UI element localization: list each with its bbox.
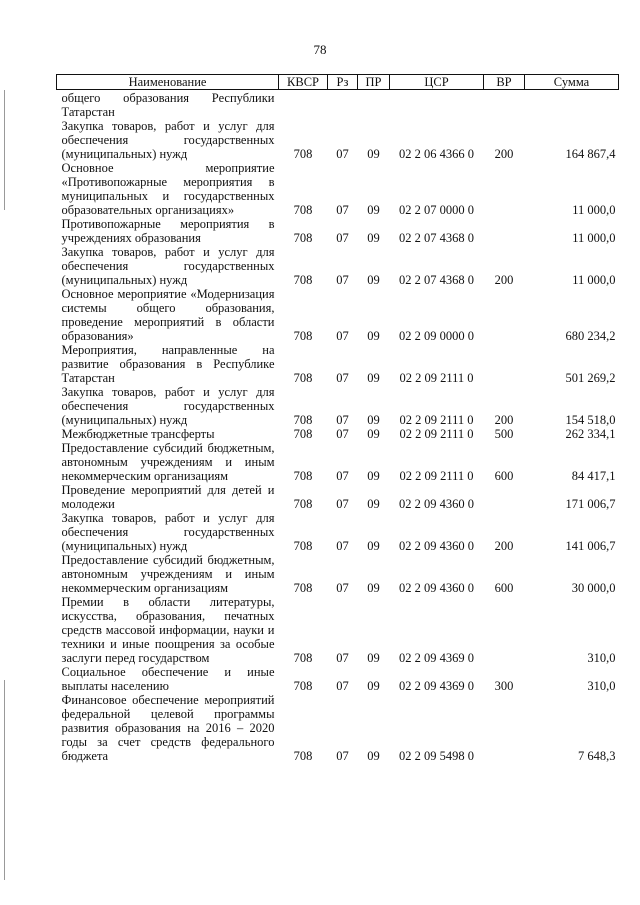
column-header-csr: ЦСР bbox=[390, 75, 484, 90]
cell-name: Мероприятия, направленные на развитие образования в Республике Татарстан bbox=[61, 343, 275, 385]
cell-name: Закупка товаров, работ и услуг для обеспечения государственных (муниципальных) нужд bbox=[61, 511, 275, 553]
cell-vr: 200 bbox=[494, 273, 514, 287]
margin-mark bbox=[4, 680, 5, 880]
cell-pr: 09 bbox=[367, 581, 380, 595]
cell-rz: 07 bbox=[336, 581, 349, 595]
cell-csr: 02 2 09 4360 0 bbox=[399, 539, 474, 553]
column-header-pr: ПР bbox=[358, 75, 390, 90]
table-row bbox=[57, 287, 619, 343]
cell-sum: 11 000,0 bbox=[572, 203, 616, 217]
cell-vr bbox=[484, 161, 525, 217]
cell-csr: 02 2 06 4366 0 bbox=[399, 147, 474, 161]
cell-kvsr: 708 bbox=[293, 427, 313, 441]
cell-rz: 07 bbox=[336, 469, 349, 483]
cell-kvsr: 708 bbox=[293, 469, 313, 483]
cell-csr: 02 2 09 2111 0 bbox=[399, 413, 474, 427]
column-header-name: Наименование bbox=[57, 75, 279, 90]
cell-name: Финансовое обеспечение мероприятий федеральной целевой программы развития образования на 2016 – 2020 годы за счет средств федерального бюджета bbox=[61, 693, 275, 763]
cell-pr: 09 bbox=[367, 749, 380, 763]
cell-sum: 7 648,3 bbox=[578, 749, 616, 763]
cell-sum: 310,0 bbox=[587, 679, 616, 693]
cell-sum: 680 234,2 bbox=[565, 329, 616, 343]
cell-name: Закупка товаров, работ и услуг для обеспечения государственных (муниципальных) нужд bbox=[61, 119, 275, 161]
cell-name: Закупка товаров, работ и услуг для обеспечения государственных (муниципальных) нужд bbox=[61, 385, 275, 427]
cell-rz: 07 bbox=[336, 147, 349, 161]
table-header-row bbox=[57, 75, 619, 90]
cell-kvsr: 708 bbox=[293, 147, 313, 161]
cell-vr bbox=[484, 90, 525, 120]
cell-name: Предоставление субсидий бюджетным, автономным учреждениям и иным некоммерческим организациям bbox=[61, 441, 275, 483]
cell-rz: 07 bbox=[336, 329, 349, 343]
cell-pr: 09 bbox=[367, 427, 380, 441]
cell-name: Проведение мероприятий для детей и молодежи bbox=[61, 483, 275, 511]
table-row bbox=[57, 665, 619, 693]
cell-pr: 09 bbox=[367, 273, 380, 287]
cell-kvsr: 708 bbox=[293, 581, 313, 595]
table-row bbox=[57, 119, 619, 161]
column-header-kvsr: КВСР bbox=[279, 75, 328, 90]
cell-pr: 09 bbox=[367, 679, 380, 693]
cell-rz: 07 bbox=[336, 413, 349, 427]
cell-name: Закупка товаров, работ и услуг для обеспечения государственных (муниципальных) нужд bbox=[61, 245, 275, 287]
cell-csr bbox=[390, 90, 484, 120]
cell-csr: 02 2 09 2111 0 bbox=[399, 427, 474, 441]
table-row bbox=[57, 483, 619, 511]
column-header-vr: ВР bbox=[484, 75, 525, 90]
cell-vr: 300 bbox=[494, 679, 514, 693]
cell-pr: 09 bbox=[367, 231, 380, 245]
cell-pr: 09 bbox=[367, 371, 380, 385]
cell-vr bbox=[484, 343, 525, 385]
cell-kvsr: 708 bbox=[293, 203, 313, 217]
cell-csr: 02 2 07 4368 0 bbox=[399, 231, 474, 245]
cell-kvsr: 708 bbox=[293, 231, 313, 245]
cell-kvsr: 708 bbox=[293, 371, 313, 385]
cell-vr: 200 bbox=[494, 147, 514, 161]
cell-vr: 600 bbox=[494, 581, 514, 595]
cell-rz: 07 bbox=[336, 273, 349, 287]
table-row bbox=[57, 595, 619, 665]
cell-name: Социальное обеспечение и иные выплаты населению bbox=[61, 665, 275, 693]
cell-sum: 11 000,0 bbox=[572, 273, 616, 287]
cell-kvsr: 708 bbox=[293, 497, 313, 511]
cell-pr: 09 bbox=[367, 497, 380, 511]
table-row bbox=[57, 385, 619, 427]
cell-sum: 30 000,0 bbox=[571, 581, 616, 595]
cell-name: Премии в области литературы, искусства, образования, печатных средств массовой информации, науки и техники и иные поощрения за особые заслуги перед государством bbox=[61, 595, 275, 665]
cell-rz: 07 bbox=[336, 231, 349, 245]
cell-pr: 09 bbox=[367, 539, 380, 553]
cell-rz: 07 bbox=[336, 497, 349, 511]
column-header-sum: Сумма bbox=[525, 75, 619, 90]
table-row bbox=[57, 343, 619, 385]
cell-sum: 310,0 bbox=[587, 651, 616, 665]
cell-sum bbox=[525, 90, 619, 120]
table-row bbox=[57, 217, 619, 245]
table-row bbox=[57, 427, 619, 441]
cell-kvsr: 708 bbox=[293, 651, 313, 665]
cell-name: Основное мероприятие «Противопожарные мероприятия в муниципальных и государственных образовательных организациях» bbox=[61, 161, 275, 217]
cell-sum: 154 518,0 bbox=[565, 413, 616, 427]
cell-vr: 200 bbox=[494, 413, 514, 427]
cell-pr bbox=[358, 90, 390, 120]
cell-rz: 07 bbox=[336, 371, 349, 385]
table-row bbox=[57, 553, 619, 595]
cell-vr bbox=[484, 693, 525, 763]
cell-rz: 07 bbox=[336, 749, 349, 763]
table-body bbox=[57, 90, 619, 764]
cell-name: Межбюджетные трансферты bbox=[61, 427, 215, 441]
cell-sum: 141 006,7 bbox=[565, 539, 616, 553]
table-row bbox=[57, 161, 619, 217]
cell-sum: 84 417,1 bbox=[571, 469, 616, 483]
cell-kvsr: 708 bbox=[293, 329, 313, 343]
cell-name: Предоставление субсидий бюджетным, автономным учреждениям и иным некоммерческим организациям bbox=[61, 553, 275, 595]
table-row bbox=[57, 511, 619, 553]
cell-csr: 02 2 09 2111 0 bbox=[399, 371, 474, 385]
column-header-rz: Рз bbox=[328, 75, 358, 90]
cell-csr: 02 2 07 0000 0 bbox=[399, 203, 474, 217]
cell-vr: 500 bbox=[494, 427, 514, 441]
cell-kvsr bbox=[279, 90, 328, 120]
cell-rz: 07 bbox=[336, 203, 349, 217]
cell-pr: 09 bbox=[367, 413, 380, 427]
cell-csr: 02 2 09 4369 0 bbox=[399, 651, 474, 665]
table-row bbox=[57, 441, 619, 483]
cell-rz: 07 bbox=[336, 679, 349, 693]
cell-name: Противопожарные мероприятия в учреждениях образования bbox=[61, 217, 275, 245]
cell-csr: 02 2 09 0000 0 bbox=[399, 329, 474, 343]
cell-csr: 02 2 07 4368 0 bbox=[399, 273, 474, 287]
cell-vr bbox=[484, 595, 525, 665]
cell-csr: 02 2 09 4360 0 bbox=[399, 581, 474, 595]
cell-pr: 09 bbox=[367, 203, 380, 217]
cell-kvsr: 708 bbox=[293, 749, 313, 763]
cell-sum: 171 006,7 bbox=[565, 497, 616, 511]
cell-pr: 09 bbox=[367, 651, 380, 665]
cell-vr bbox=[484, 287, 525, 343]
cell-vr: 600 bbox=[494, 469, 514, 483]
cell-kvsr: 708 bbox=[293, 413, 313, 427]
cell-rz: 07 bbox=[336, 651, 349, 665]
cell-kvsr: 708 bbox=[293, 539, 313, 553]
cell-sum: 501 269,2 bbox=[565, 371, 616, 385]
cell-csr: 02 2 09 4360 0 bbox=[399, 497, 474, 511]
cell-sum: 262 334,1 bbox=[565, 427, 616, 441]
cell-csr: 02 2 09 2111 0 bbox=[399, 469, 474, 483]
cell-name: общего образования Республики Татарстан bbox=[61, 91, 275, 119]
cell-pr: 09 bbox=[367, 147, 380, 161]
cell-pr: 09 bbox=[367, 329, 380, 343]
cell-rz: 07 bbox=[336, 427, 349, 441]
cell-csr: 02 2 09 5498 0 bbox=[399, 749, 474, 763]
cell-pr: 09 bbox=[367, 469, 380, 483]
cell-rz bbox=[328, 90, 358, 120]
table-row bbox=[57, 693, 619, 763]
table-row bbox=[57, 90, 619, 120]
cell-name: Основное мероприятие «Модернизация системы общего образования, проведение мероприятий в области образования» bbox=[61, 287, 275, 343]
page-number: 78 bbox=[313, 42, 327, 57]
cell-vr: 200 bbox=[494, 539, 514, 553]
cell-kvsr: 708 bbox=[293, 273, 313, 287]
table-row bbox=[57, 245, 619, 287]
cell-rz: 07 bbox=[336, 539, 349, 553]
cell-kvsr: 708 bbox=[293, 679, 313, 693]
budget-table bbox=[56, 74, 619, 763]
cell-vr bbox=[484, 483, 525, 511]
cell-sum: 11 000,0 bbox=[572, 231, 616, 245]
cell-vr bbox=[484, 217, 525, 245]
cell-csr: 02 2 09 4369 0 bbox=[399, 679, 474, 693]
margin-mark bbox=[4, 90, 5, 210]
cell-sum: 164 867,4 bbox=[565, 147, 616, 161]
